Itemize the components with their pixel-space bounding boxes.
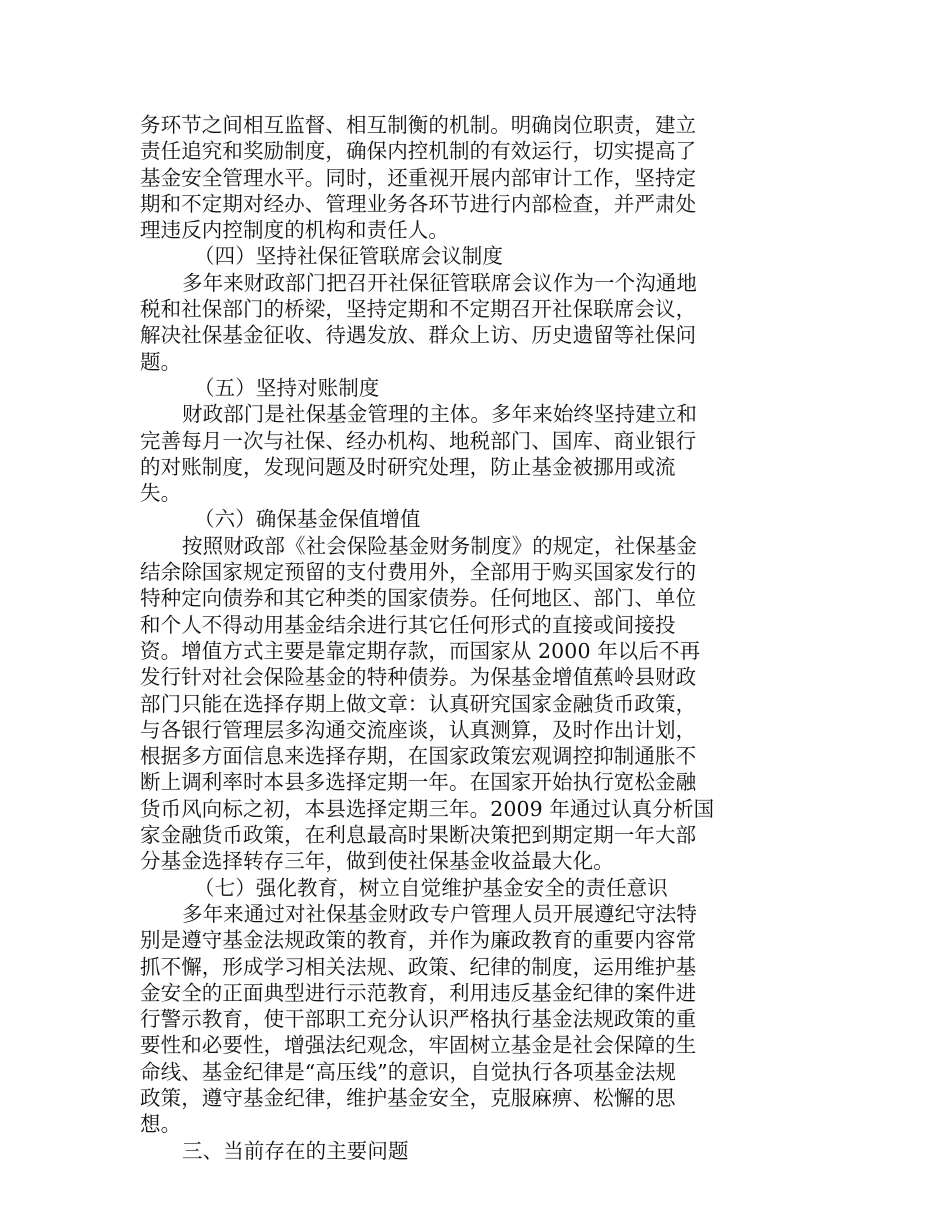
text-line: 发行针对社会保险基金的特种债券。为保基金增值蕉岭县财政 [140, 665, 697, 690]
section-heading: （五）坚持对账制度 [194, 375, 380, 400]
text-line: 金安全的正面典型进行示范教育，利用违反基金纪律的案件进 [140, 980, 697, 1005]
text-line: 基金安全管理水平。同时，还重视开展内部审计工作，坚持定 [140, 165, 697, 190]
text-line: 完善每月一次与社保、经办机构、地税部门、国库、商业银行 [140, 428, 697, 453]
text-line: 务环节之间相互监督、相互制衡的机制。明确岗位职责，建立 [140, 113, 697, 137]
text-line: 题。 [140, 349, 182, 374]
text-line: 别是遵守基金法规政策的教育，并作为廉政教育的重要内容常 [140, 928, 697, 953]
document-page [140, 112, 740, 1164]
text-line: 多年来财政部门把召开社保征管联席会议作为一个沟通地 [182, 270, 697, 295]
text-line: 与各银行管理层多沟通交流座谈，认真测算，及时作出计划， [140, 717, 697, 742]
text-line: 断上调利率时本县多选择定期一年。在国家开始执行宽松金融 [140, 770, 697, 795]
section-heading: （四）坚持社保征管联席会议制度 [194, 244, 503, 269]
text-line: 命线、基金纪律是“高压线”的意识，自觉执行各项基金法规 [140, 1059, 677, 1084]
text-line: 的对账制度，发现问题及时研究处理，防止基金被挪用或流 [140, 454, 676, 479]
text-line: 按照财政部《社会保险基金财务制度》的规定，社保基金 [182, 533, 697, 558]
text-line: 政策，遵守基金纪律，维护基金安全，克服麻痹、松懈的思 [140, 1085, 676, 1110]
text-line: 资。增值方式主要是靠定期存款，而国家从 2000 年以后不再 [140, 638, 701, 663]
text-line: 和个人不得动用基金结余进行其它任何形式的直接或间接投 [140, 612, 676, 637]
section-heading: （七）强化教育，树立自觉维护基金安全的责任意识 [194, 875, 668, 900]
text-line: 部门只能在选择存期上做文章：认真研究国家金融货币政策， [140, 691, 697, 716]
text-line: 期和不定期对经办、管理业务各环节进行内部检查，并严肃处 [140, 191, 697, 216]
text-line: 结余除国家规定预留的支付费用外，全部用于购买国家发行的 [140, 560, 697, 585]
text-line: 分基金选择转存三年，做到使社保基金收益最大化。 [140, 849, 614, 874]
text-line: 税和社保部门的桥梁，坚持定期和不定期召开社保联席会议， [140, 297, 697, 322]
text-line: 三、当前存在的主要问题 [182, 1138, 409, 1163]
text-line: 家金融货币政策，在利息最高时果断决策把到期定期一年大部 [140, 823, 697, 848]
text-line: 想。 [140, 1112, 182, 1137]
section-heading: （六）确保基金保值增值 [194, 507, 421, 532]
text-line: 财政部门是社保基金管理的主体。多年来始终坚持建立和 [182, 402, 697, 427]
text-line: 责任追究和奖励制度，确保内控机制的有效运行，切实提高了 [140, 139, 697, 164]
text-line: 特种定向债券和其它种类的国家债券。任何地区、部门、单位 [140, 586, 697, 611]
text-line: 根据多方面信息来选择存期，在国家政策宏观调控抑制通胀不 [140, 744, 697, 769]
text-line: 行警示教育，使干部职工充分认识严格执行基金法规政策的重 [140, 1007, 697, 1032]
text-line: 解决社保基金征收、待遇发放、群众上访、历史遗留等社保问 [140, 323, 697, 348]
text-line: 失。 [140, 481, 182, 506]
text-line: 货币风向标之初，本县选择定期三年。2009 年通过认真分析国 [140, 796, 715, 821]
text-line: 理违反内控制度的机构和责任人。 [140, 218, 449, 243]
text-line: 多年来通过对社保基金财政专户管理人员开展遵纪守法特 [182, 901, 697, 926]
text-line: 要性和必要性，增强法纪观念，牢固树立基金是社会保障的生 [140, 1033, 697, 1058]
text-line: 抓不懈，形成学习相关法规、政策、纪律的制度，运用维护基 [140, 954, 697, 979]
